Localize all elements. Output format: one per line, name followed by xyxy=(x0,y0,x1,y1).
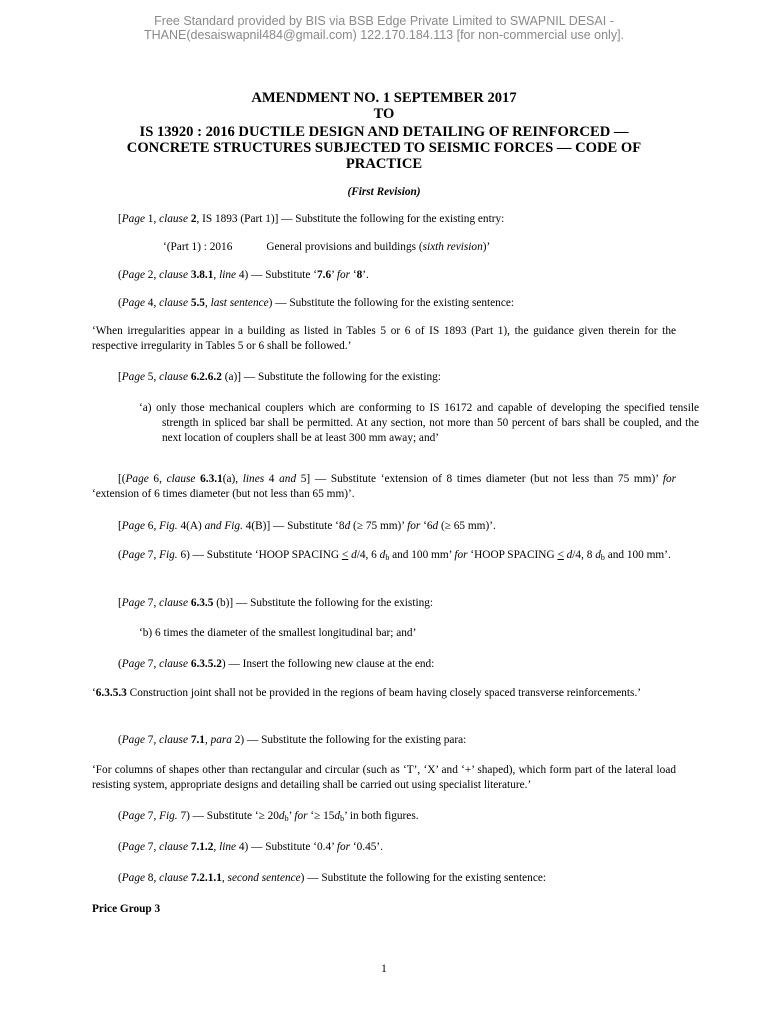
standard-title-line-2: CONCRETE STRUCTURES SUBJECTED TO SEISMIC FORCES — CODE OF xyxy=(126,140,642,156)
watermark-line-1: Free Standard provided by BIS via BSB Edge Private Limited to SWAPNIL DESAI - xyxy=(154,14,614,28)
amendment-item: (Page 2, clause 3.8.1, line 4) — Substitute ‘7.6’ for ‘8’. xyxy=(118,269,369,281)
amendment-item: [Page 7, clause 6.3.5 (b)] — Substitute the following for the existing: xyxy=(118,597,434,609)
standard-title-line-1: IS 13920 : 2016 DUCTILE DESIGN AND DETAILING OF REINFORCED — xyxy=(139,124,629,140)
amendment-item: (Page 7, Fig. 7) — Substitute ‘≥ $20d_b$’ for ‘≥ $15d_b$’ in both figures. xyxy=(118,810,419,823)
watermark-line-2: THANE(desaiswapnil484@gmail.com) 122.170.184.113 [for non-commercial use only]. xyxy=(143,28,625,42)
replacement-text: ‘For columns of shapes other than rectangular and circular (such as ‘T’, ‘X’ and ‘+’ shaped), which form part of the lateral load resisting system, appropriate designs and detailing shall be carried out using specialist literature.’ xyxy=(92,764,676,791)
revision-label: (First Revision) xyxy=(347,186,421,198)
amendment-item: [Page 5, clause 6.2.6.2 (a)] — Substitute the following for the existing: xyxy=(118,371,441,383)
amendment-item: (Page 4, clause 5.5, last sentence) — Substitute the following for the existing sentence: xyxy=(118,297,514,309)
amendment-item: (Page 7, clause 6.3.5.2) — Insert the following new clause at the end: xyxy=(118,658,435,670)
replacement-text: ‘When irregularities appear in a building as listed in Tables 5 or 6 of IS 1893 (Part 1), the guidance given therein for the respective irregularity in Tables 5 or 6 shall be followed.’ xyxy=(92,325,676,352)
page-number: 1 xyxy=(381,963,387,975)
replacement-text: ‘a) only those mechanical couplers which are conforming to IS 16172 and capable of developing the specified tensile strength in spliced bar shall be permitted. At any section, not more than 50 percent of bars shall be coupled, and the next location of couplers shall be at least 300 mm away; and’ xyxy=(139,402,699,444)
amendment-item: (Page 8, clause 7.2.1.1, second sentence) — Substitute the following for the existing sentence: xyxy=(118,872,546,884)
amendment-item: (Page 7, clause 7.1.2, line 4) — Substitute ‘0.4’ for ‘0.45’. xyxy=(118,841,383,853)
amendment-item: (Page 7, Fig. 6) — Substitute ‘HOOP SPACING < d/4, 6 $d_b$ and 100 mm’ for ‘HOOP SPACING < d/4, 8 $d_b$ and 100 mm’. xyxy=(118,549,671,562)
amendment-item: (Page 7, clause 7.1, para 2) — Substitute the following for the existing para: xyxy=(118,734,467,746)
amendment-title: AMENDMENT NO. 1 SEPTEMBER 2017 xyxy=(251,90,517,106)
replacement-text: ‘b) 6 times the diameter of the smallest longitudinal bar; and’ xyxy=(139,627,417,639)
amendment-item: [Page 1, clause 2, IS 1893 (Part 1)] — Substitute the following for the existing entry: xyxy=(118,213,505,225)
standard-title-line-3: PRACTICE xyxy=(345,156,423,172)
replacement-entry: ‘(Part 1) : 2016 General provisions and buildings (sixth revision)’ xyxy=(163,241,491,253)
amendment-to: TO xyxy=(373,106,395,122)
price-group: Price Group 3 xyxy=(92,903,161,915)
new-clause-text: ‘6.3.5.3 Construction joint shall not be provided in the regions of beam having closely spaced transverse reinforcements.’ xyxy=(92,687,642,699)
amendment-item: [(Page 6, clause 6.3.1(a), lines 4 and 5] — Substitute ‘extension of 8 times diameter (but not less than 75 mm)’ for ‘extension of 6 times diameter (but not less than 65 mm)’. xyxy=(92,473,677,500)
amendment-item: [Page 6, Fig. 4(A) and Fig. 4(B)] — Substitute ‘8d (≥ 75 mm)’ for ‘6d (≥ 65 mm)’. xyxy=(118,520,496,532)
